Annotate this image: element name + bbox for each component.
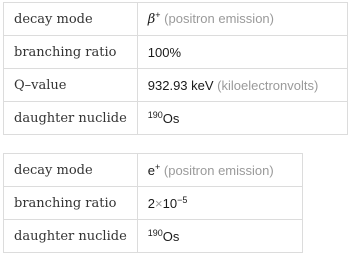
- mass-number: 190: [147, 109, 163, 120]
- table-row: [4, 3, 348, 36]
- element-symbol: Os: [162, 110, 180, 126]
- daughter-nuclide-value: [137, 102, 347, 135]
- branching-ratio-value: [137, 187, 302, 220]
- row-label: daughter nuclide: [4, 220, 138, 253]
- mass-number: 190: [147, 227, 163, 238]
- decay-table-2: [3, 153, 303, 253]
- mantissa: 2: [147, 195, 155, 211]
- row-label: decay mode: [4, 154, 138, 187]
- row-label: branching ratio: [4, 187, 138, 220]
- base: 10: [162, 195, 178, 211]
- row-label: branching ratio: [4, 36, 138, 69]
- q-value-number: 932.93 keV: [147, 77, 214, 93]
- times-sign: ×: [155, 195, 163, 211]
- table-row: [4, 102, 348, 135]
- daughter-nuclide-value: [137, 220, 302, 253]
- table-row: [4, 69, 348, 102]
- decay-mode-note: (positron emission): [164, 11, 274, 26]
- decay-symbol: β: [147, 12, 156, 27]
- row-label: decay mode: [4, 3, 138, 36]
- table-row: [4, 187, 303, 220]
- q-value: [137, 69, 347, 102]
- table-row: [4, 36, 348, 69]
- charge-sup: +: [155, 161, 161, 172]
- decay-symbol: e: [147, 162, 155, 178]
- decay-mode-value: [137, 3, 347, 36]
- row-label: Q–value: [4, 69, 138, 102]
- decay-table-1: [3, 2, 348, 135]
- row-label: daughter nuclide: [4, 102, 138, 135]
- decay-mode-note: (positron emission): [163, 162, 274, 178]
- exponent: −5: [177, 194, 188, 205]
- decay-mode-value: [137, 154, 302, 187]
- table-row: [4, 154, 303, 187]
- element-symbol: Os: [162, 228, 180, 244]
- branching-ratio-value: 100%: [137, 36, 347, 69]
- q-value-unit-note: (kiloelectronvolts): [217, 77, 319, 93]
- charge-sup: +: [155, 10, 161, 20]
- table-row: [4, 220, 303, 253]
